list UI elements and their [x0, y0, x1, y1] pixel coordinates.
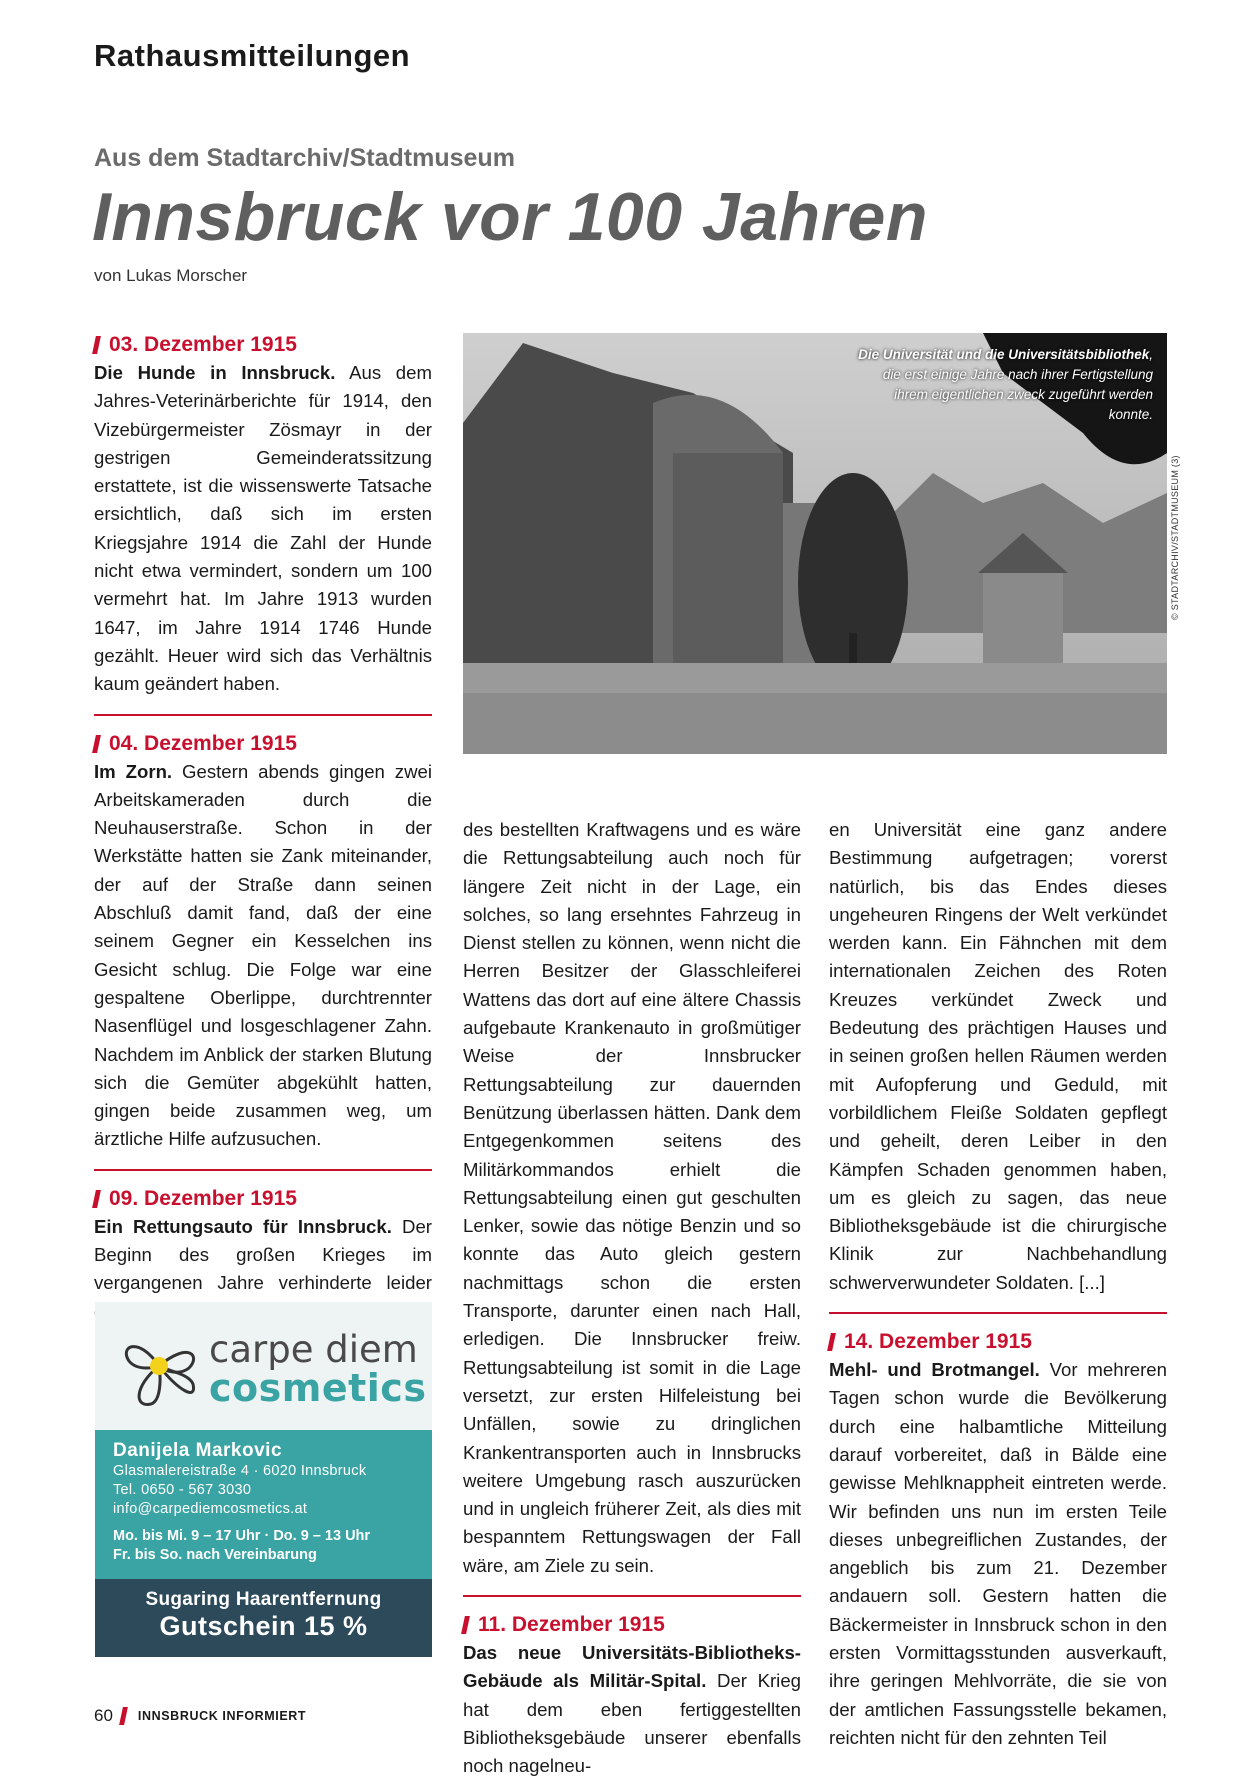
- entry-text: Ein Rettungsauto für Innsbruck. Der Beginn des großen Krieges im vergangenen Jahre verhinderte leider: [94, 1215, 432, 1294]
- entry-text: Im Zorn. Gestern abends gingen zwei Arbeitskameraden durch die Neuhauserstraße. Schon in der Werkstätte hatten sie Zank miteinander, der auf der Straße dann seinen Abschluß damit fand, daß der eine seinem Gegner ein Kesselchen ins Gesicht schlug. Die Folge war eine gespaltene Oberlippe, durchtrennter Nasenflügel und losgeschlagener Zahn. Nachdem im Anblick der starken Blutung sich die Gemüter abgekühlt hatten, gingen beide zusammen weg, um ärztliche Hilfe aufzusuchen.: [94, 760, 432, 1150]
- byline: von Lukas Morscher: [94, 266, 248, 285]
- kicker: Aus dem Stadtarchiv/Stadtmuseum: [94, 144, 515, 172]
- page-footer: [94, 1706, 306, 1726]
- university-photo: [463, 333, 1167, 754]
- divider: [829, 1312, 1167, 1314]
- entry-date: 14. Dezember 1915: [829, 1328, 1167, 1356]
- page-number: 60: [94, 1706, 113, 1725]
- slash-icon: [92, 1190, 101, 1208]
- divider: [94, 714, 432, 716]
- ad-phone: Tel. 0650 - 567 3030: [113, 1482, 252, 1498]
- ad-voucher: Gutschein 15 %: [159, 1611, 368, 1641]
- slash-icon: [92, 336, 101, 354]
- entry-text-continued: des bestellten Kraftwagens und es wäre die Rettungsabteilung auch noch für längere Zeit nicht in der Lage, ein solches, so lang ersehntes Fahrzeug in Dienst stellen zu können, wenn nicht die Herren Besitzer der Glasschleiferei Wattens das dort auf eine ältere Chassis aufgebaute Krankenauto in großmütiger Weise der Innsbrucker Rettungsabteilung zur dauernden Benützung überlassen hätten. Dank dem Entgegenkommen seitens des Militärkommandos erhielt die Rettungsabteilung einen gut geschulten Lenker, sowie das nötige Benzin und so konnte das Auto gleich gestern nachmittags schon die ersten Transporte, darunter einen nach Hall, erledigen. Die Innsbrucker freiw. Rettungsabteilung ist somit in die Lage versetzt, zur ersten Hilfeleistung bei Unfällen, sowie zu dringlichen Krankentransporten auch in Innsbrucks weitere Umgebung rasch auszurücken und in ungleich früherer Zeit, als dies mit bespanntem Rettungswagen der Fall wäre, am Ziele zu sein.: [463, 819, 801, 1576]
- ad-owner-name: Danijela Markovic: [113, 1440, 283, 1461]
- flower-logo-icon: [109, 1316, 209, 1416]
- entry-date: 04. Dezember 1915: [94, 730, 432, 758]
- slash-icon: [461, 1616, 470, 1634]
- column-middle: [463, 816, 801, 1781]
- ad-contact-area: [95, 1430, 432, 1579]
- publication-name: INNSBRUCK INFORMIERT: [137, 1709, 307, 1723]
- entry-date: 03. Dezember 1915: [94, 331, 432, 359]
- ad-hours: Mo. bis Mi. 9 – 17 Uhr · Do. 9 – 13 Uhr Fr. bis So. nach Vereinbarung: [113, 1528, 371, 1563]
- ad-offer-area: [95, 1579, 432, 1657]
- ad-logo-area: [95, 1302, 432, 1430]
- slash-icon: [119, 1707, 128, 1725]
- column-left: [94, 331, 432, 1326]
- photo-credit: © STADTARCHIV/STADTMUSEUM (3): [1170, 455, 1180, 620]
- slash-icon: [92, 735, 101, 753]
- section-heading: Rathausmitteilungen: [94, 38, 411, 73]
- ad-address: Glasmalereistraße 4 · 6020 Innsbruck: [113, 1463, 367, 1479]
- entry-text-continued: en Universität eine ganz andere Bestimmung aufgetragen; vorerst natürlich, bis das Endes dieses ungeheuren Ringens der Welt verkündet werden kann. Ein Fähnchen mit dem internationalen Zeichen des Roten Kreuzes verkündet Zweck und Bedeutung des prächtigen Hauses und in seinen großen hellen Räumen werden mit Aufopferung und Geduld, mit vorbildlichem Fleiße Soldaten gepflegt und geheilt, deren Leiber in den Kämpfen Schaden genommen haben, um es gleich zu sagen, das neue Bibliotheksgebäude ist die chirurgische Klinik zur Nachbehandlung schwerverwundeter Soldaten. [...]: [829, 819, 1167, 1293]
- entry-date: 11. Dezember 1915: [463, 1611, 801, 1639]
- column-right: [829, 816, 1167, 1752]
- ad-email: info@carpediemcosmetics.at: [113, 1501, 308, 1517]
- page-title: Innsbruck vor 100 Jahren: [92, 179, 928, 255]
- divider: [94, 1169, 432, 1171]
- entry-text: Mehl- und Brotmangel. Vor mehreren Tagen schon wurde die Bevölkerung durch eine halbamtliche Mitteilung darauf vorbereitet, daß in Bälde eine gewisse Mehlknappheit eintreten werde. Wir befinden uns nun im ersten Teile dieses unbegreiflichen Zustandes, der angeblich bis zum 21. Dezember andauern soll. Gestern hatten die Bäckermeister in Innsbruck schon in den ersten Vormittagsstunden ausverkauft, ihre geringen Mehlvorräte, die sie von der amtlichen Fassungsstelle bekamen, reichten nicht für den zehnten Teil: [829, 1359, 1167, 1748]
- entry-date: 09. Dezember 1915: [94, 1185, 432, 1213]
- entry-text: Die Hunde in Innsbruck. Aus dem Jahres-Veterinärberichte für 1914, den Vizebürgermeister Zösmayr in der gestrigen Gemeinderatssitzung erstattete, ist die wissenswerte Tatsache ersichtlich, daß sich im ersten Kriegsjahre 1914 die Zahl der Hunde nicht etwa vermindert, sondern um 100 vermehrt hat. Im Jahre 1913 wurden 1647, im Jahre 1914 1746 Hunde gezählt. Heuer wird sich das Verhältnis kaum geändert haben.: [94, 362, 432, 695]
- advertisement: [95, 1302, 432, 1657]
- photo-caption: Die Universität und die Universitätsbibliothek, die erst einige Jahre nach ihrer Fertigstellung ihrem eigentlichen zweck zugeführt werden konnte.: [858, 347, 1153, 422]
- ad-brand-line1: carpe diem: [209, 1328, 418, 1371]
- divider: [463, 1595, 801, 1597]
- ad-offer: Sugaring Haarentfernung: [145, 1589, 382, 1610]
- ad-brand-line2: cosmetics: [209, 1366, 427, 1410]
- slash-icon: [827, 1333, 836, 1351]
- entry-text: Das neue Universitäts-Bibliotheks-Gebäude als Militär-Spital. Der Krieg hat dem eben fertiggestellten Bibliotheksgebäude unserer ebenfalls noch nagelneu-: [463, 1642, 801, 1777]
